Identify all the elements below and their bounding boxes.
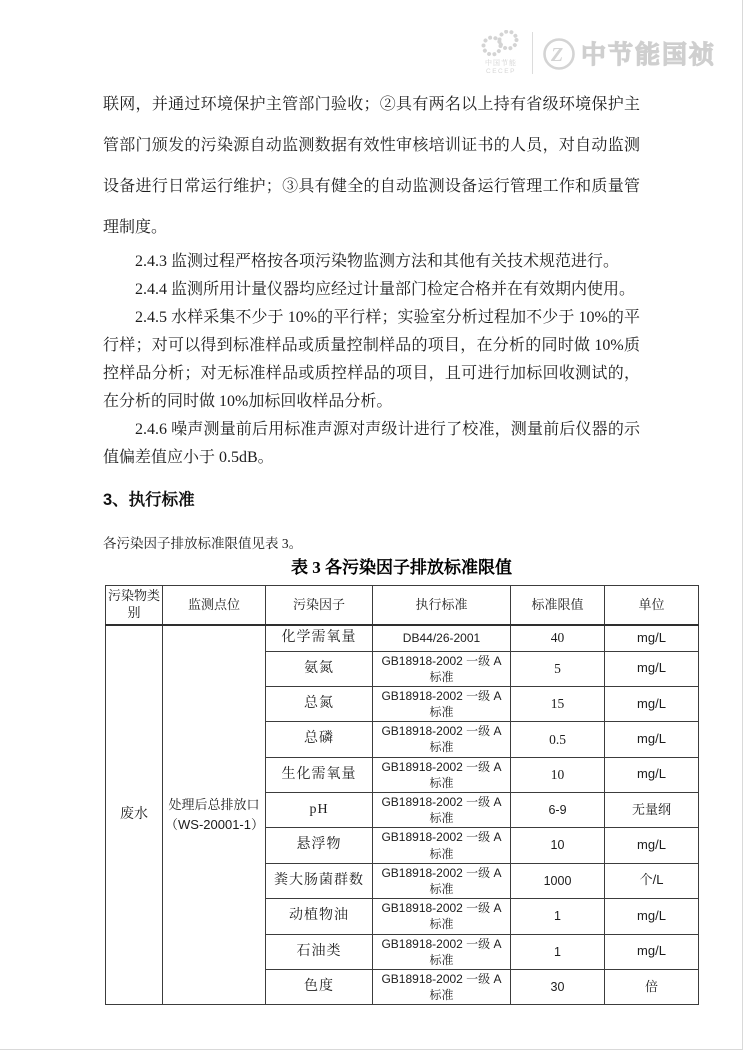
limit-cell: 6-9: [511, 793, 605, 828]
unit-cell: mg/L: [605, 686, 699, 721]
unit-cell: mg/L: [605, 757, 699, 792]
factor-cell: 总氮: [266, 686, 373, 721]
limit-cell: 1000: [511, 863, 605, 898]
standard-cell: GB18918-2002 一级 A 标准: [373, 722, 511, 757]
factor-cell: 悬浮物: [266, 828, 373, 863]
unit-cell: mg/L: [605, 651, 699, 686]
standard-cell: GB18918-2002 一级 A 标准: [373, 969, 511, 1004]
column-header: 监测点位: [163, 586, 266, 626]
paragraph: 2.4.4 监测所用计量仪器均应经过计量部门检定合格并在有效期内使用。: [135, 281, 636, 298]
factor-cell: 石油类: [266, 934, 373, 969]
standard-cell: GB18918-2002 一级 A 标准: [373, 828, 511, 863]
monitoring-point-cell: 处理后总排放口 （WS-20001-1）: [163, 625, 266, 1005]
factor-cell: 粪大肠菌群数: [266, 863, 373, 898]
column-header: 污染因子: [266, 586, 373, 626]
table-header-row: [106, 586, 699, 626]
logo-divider: [532, 32, 533, 74]
factor-cell: 动植物油: [266, 899, 373, 934]
limit-cell: 40: [511, 625, 605, 651]
monitoring-point-code: （WS-20001-1）: [165, 817, 264, 833]
factor-cell: pH: [266, 793, 373, 828]
cecep-emblem: [476, 30, 526, 75]
unit-cell: mg/L: [605, 828, 699, 863]
paragraph: 2.4.6 噪声测量前后用标准声源对声级计进行了校准，测量前后仪器的示值偏差值应小于 0.5dB。: [103, 421, 640, 466]
cecep-rings-icon: [478, 30, 524, 57]
limit-cell: 10: [511, 828, 605, 863]
factor-cell: 色度: [266, 969, 373, 1004]
limit-cell: 5: [511, 651, 605, 686]
table-intro: 各污染因子排放标准限值见表 3。: [103, 536, 303, 551]
factor-cell: 氨氮: [266, 651, 373, 686]
limit-cell: 15: [511, 686, 605, 721]
factor-cell: 总磷: [266, 722, 373, 757]
limit-cell: 1: [511, 934, 605, 969]
standard-cell: GB18918-2002 一级 A 标准: [373, 793, 511, 828]
table-body: [106, 625, 699, 1005]
paragraph: 2.4.3 监测过程严格按各项污染物监测方法和其他有关技术规范进行。: [135, 253, 620, 270]
svg-text:Z: Z: [550, 43, 564, 66]
guozhen-z-icon: [541, 31, 577, 75]
standard-cell: GB18918-2002 一级 A 标准: [373, 686, 511, 721]
standards-table: [105, 585, 699, 1005]
standard-cell: GB18918-2002 一级 A 标准: [373, 899, 511, 934]
cecep-name-text: 中国节能: [484, 60, 517, 67]
column-header: 污染物类别: [106, 586, 163, 626]
standard-cell: GB18918-2002 一级 A 标准: [373, 651, 511, 686]
brand-name-text: 中节能国祯: [580, 40, 716, 69]
standard-cell: GB18918-2002 一级 A 标准: [373, 757, 511, 792]
unit-cell: 倍: [605, 969, 699, 1004]
unit-cell: 个/L: [605, 863, 699, 898]
limit-cell: 1: [511, 899, 605, 934]
standard-cell: GB18918-2002 一级 A 标准: [373, 863, 511, 898]
column-header: 单位: [605, 586, 699, 626]
unit-cell: mg/L: [605, 899, 699, 934]
factor-cell: 生化需氧量: [266, 757, 373, 792]
unit-cell: mg/L: [605, 625, 699, 651]
table-row: [106, 625, 699, 651]
body-paragraphs: [103, 84, 640, 472]
unit-cell: mg/L: [605, 934, 699, 969]
section-heading: 3、执行标准: [103, 491, 195, 509]
paragraph: 联网，并通过环境保护主管部门验收；②具有两名以上持有省级环境保护主管部门颁发的污染源自动监测数据有效性审核培训证书的人员，对自动监测设备进行日常运行维护；③具有健全的自动监测设备运行管理工作和质量管理制度。: [103, 96, 640, 236]
brand-logo: [476, 30, 716, 75]
unit-cell: mg/L: [605, 722, 699, 757]
table-title: 表 3 各污染因子排放标准限值: [291, 558, 512, 577]
cecep-abbr-text: CECEP: [486, 68, 516, 75]
limit-cell: 10: [511, 757, 605, 792]
paragraph: 2.4.5 水样采集不少于 10%的平行样；实验室分析过程加不少于 10%的平行样；对可以得到标准样品或质量控制样品的项目，在分析的同时做 10%质控样品分析；对无标准样品或质控样品的项目，且可进行加标回收测试的，在分析的同时做 10%加标回收样品分析。: [103, 309, 640, 410]
column-header: 标准限值: [511, 586, 605, 626]
table-block: [105, 556, 698, 1005]
document-content: [103, 84, 671, 1005]
category-cell: 废水: [106, 625, 163, 1005]
unit-cell: 无量纲: [605, 793, 699, 828]
column-header: 执行标准: [373, 586, 511, 626]
standard-cell: GB18918-2002 一级 A 标准: [373, 934, 511, 969]
factor-cell: 化学需氧量: [266, 625, 373, 651]
limit-cell: 0.5: [511, 722, 605, 757]
standard-cell: DB44/26-2001: [373, 625, 511, 651]
limit-cell: 30: [511, 969, 605, 1004]
